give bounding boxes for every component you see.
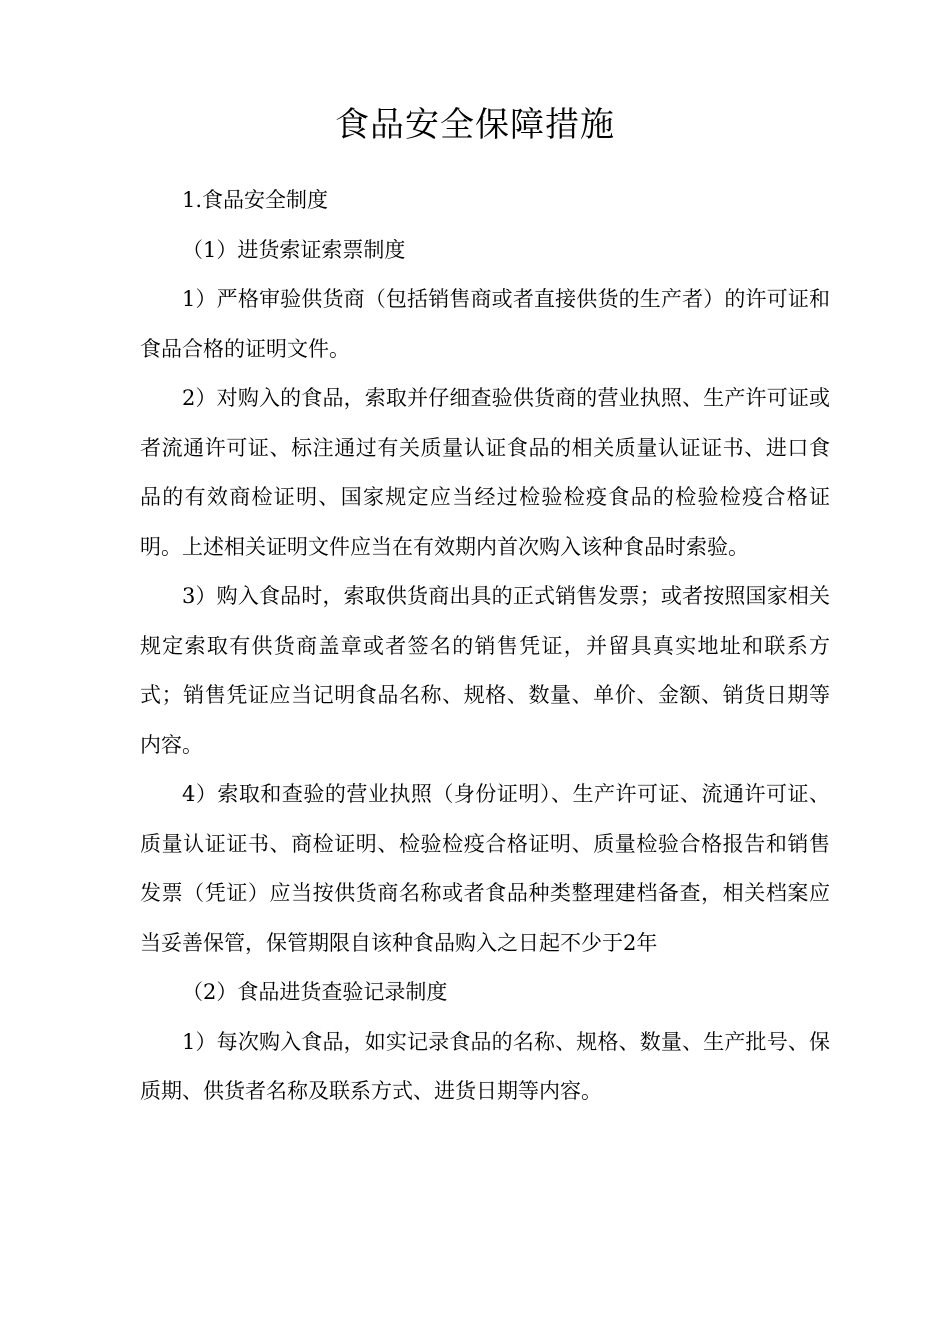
paragraph-item-3: 3）购入食品时，索取供货商出具的正式销售发票；或者按照国家相关规定索取有供货商盖章或者签名的销售凭证，并留具真实地址和联系方式；销售凭证应当记明食品名称、规格、数量、单价、金额、销货日期等内容。 [140,584,830,757]
document-title: 食品安全保障措施 [335,105,615,145]
subsection-heading-inspection-record-system: （2）食品进货查验记录制度 [182,980,448,1004]
paragraph-item-1: 1）严格审验供货商（包括销售商或者直接供货的生产者）的许可证和食品合格的证明文件。 [140,287,830,361]
document-body [140,176,830,1117]
paragraph-record-item-1: 1）每次购入食品，如实记录食品的名称、规格、数量、生产批号、保质期、供货者名称及联系方式、进货日期等内容。 [140,1029,830,1103]
subsection-heading-invoice-certificate-system: （1）进货索证索票制度 [182,237,406,262]
paragraph-item-4: 4）索取和查验的营业执照（身份证明）、生产许可证、流通许可证、质量认证证书、商检证明、检验检疫合格证明、质量检验合格报告和销售发票（凭证）应当按供货商名称或者食品种类整理建档备查，相关档案应当妥善保管，保管期限自该种食品购入之日起不少于2年 [140,782,830,955]
paragraph-item-2: 2）对购入的食品，索取并仔细查验供货商的营业执照、生产许可证或者流通许可证、标注通过有关质量认证食品的相关质量认证证书、进口食品的有效商检证明、国家规定应当经过检验检疫食品的检验检疫合格证明。上述相关证明文件应当在有效期内首次购入该种食品时索验。 [140,386,830,559]
section-heading-food-safety-system: 1.食品安全制度 [182,188,329,212]
